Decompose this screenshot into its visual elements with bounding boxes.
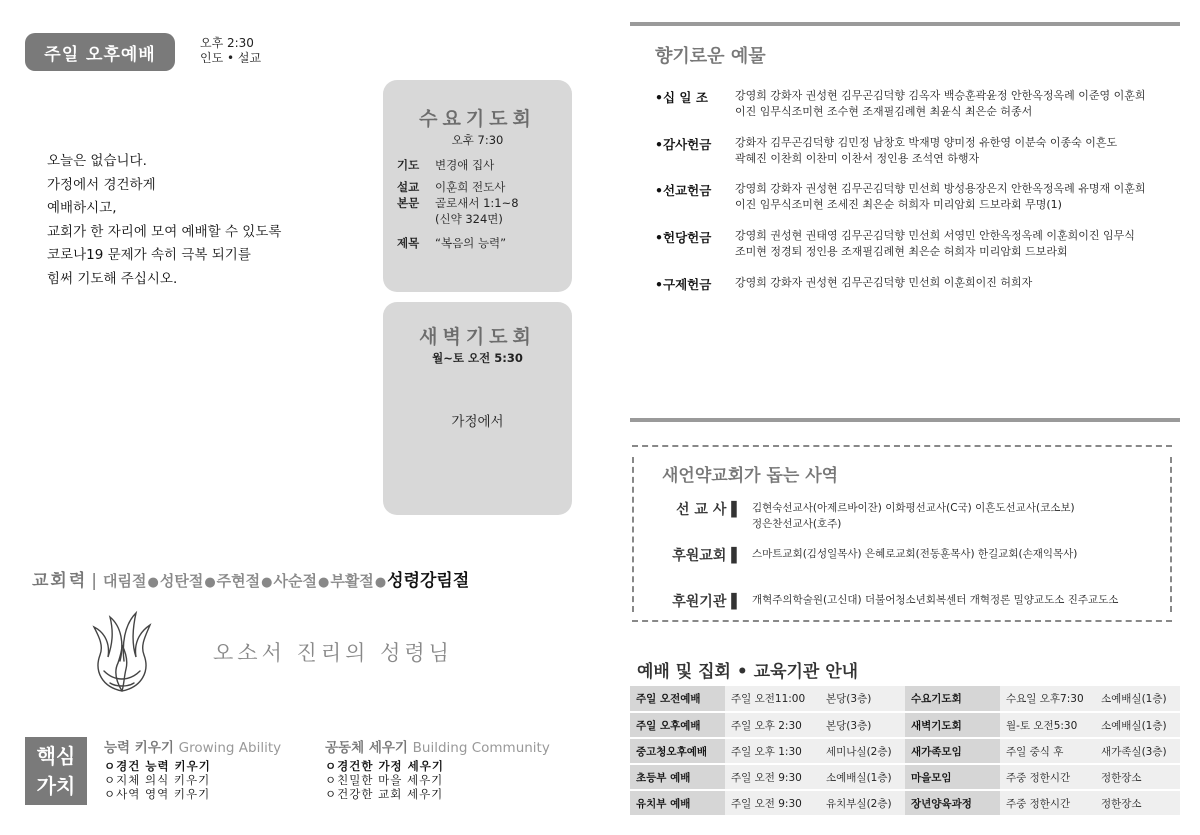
detail-value: 골로새서 1:1~8 [435,196,519,210]
offering-row [655,181,1185,213]
core-values-label-line: 핵심 [36,744,76,768]
core-value-heading-en: Building Community [412,740,550,756]
afternoon-service-badge: 주일 오후예배 [25,33,175,71]
calendar-season: 대림절 [103,572,147,590]
core-value-heading-ko: 공동체 세우기 [325,740,408,756]
offering-names-line: 강영희 강화자 권성현 김무곤김덕향 민선희 방성용장은지 안한옥정옥례 유명재 이훈희 [735,182,1146,195]
afternoon-message [47,150,281,291]
afternoon-service-info [200,36,261,66]
schedule-label: 주일 오전예배 [630,686,725,712]
offering-names-line: 강영희 강화자 권성현 김무곤김덕향 민선희 이훈희이진 허희자 [735,276,1033,289]
section-divider [630,418,1180,422]
schedule-label: 중고청오후예배 [630,738,725,764]
calendar-divider: | [91,571,98,591]
detail-value: 이훈희 전도사 [435,180,506,194]
core-value-heading-en: Growing Ability [178,740,282,756]
core-value-item: ㅇ지체 의식 키우기 [104,773,211,787]
schedule-place: 본당(3층) [820,712,905,738]
schedule-place: 새가족실(3층) [1095,738,1180,764]
schedule-time: 주일 오전 9:30 [725,790,820,816]
core-value-heading-ko: 능력 키우기 [104,740,174,756]
offering-names-line: 강영희 강화자 권성현 김무곤김덕향 김옥자 백승훈곽윤정 안한옥정옥례 이준영 이훈희 [735,89,1146,102]
schedule-label: 장년양육과정 [905,790,1000,816]
mission-entries-line: 스마트교회(김성일목사) 은혜로교회(전동훈목사) 한길교회(손재익목사) [752,548,1078,560]
mission-category: 후원기관 ▌ [672,594,742,610]
calendar-label: 교회력 [32,571,88,591]
mission-entries-line: 정은찬선교사(호주) [752,518,842,530]
core-value-growing-ability [104,741,281,801]
mission-entries [752,545,1172,565]
offering-names [735,135,1185,167]
message-line: 코로나19 문제가 속히 극복 되기를 [47,247,251,263]
calendar-season: 성탄절 [159,572,204,590]
dashed-border [632,457,634,612]
offering-names-line: 강화자 김무곤김덕향 김민정 남창호 박재명 양미정 유한영 이분숙 이종숙 이흔도 [735,136,1118,149]
core-values-label [25,737,87,805]
mission-category-label: 후원교회 [672,548,727,564]
offering-names [735,228,1185,260]
offering-names-line: 조미현 정경퇴 정인용 조재필김례현 최은순 허희자 미리암회 드보라회 [735,245,1068,258]
schedule-label: 주일 오후예배 [630,712,725,738]
core-value-item: ㅇ경건한 가정 세우기 [325,759,444,773]
schedule-label: 초등부 예배 [630,764,725,790]
detail-key: 본문 [397,196,420,210]
detail-key: 설교 [397,180,420,194]
core-value-heading [325,741,550,755]
mission-row [632,545,1172,565]
calendar-season-current: 성령강림절 [387,571,470,591]
afternoon-service-time: 오후 2:30 [200,36,254,50]
offering-row [655,88,1185,120]
detail-row [397,211,519,227]
church-calendar [32,566,469,591]
offering-names-line: 이진 임무식조미현 조수현 조재필김례현 최윤식 최은순 허종서 [735,105,1033,118]
mission-category: 선 교 사 ▌ [676,502,742,518]
schedule-time: 주일 중식 후 [1000,738,1095,764]
detail-key: 제목 [397,236,420,250]
detail-key: 기도 [397,158,420,172]
mission-entries [752,591,1172,611]
offering-row [655,135,1185,167]
mission-category-label: 후원기관 [672,594,727,610]
offering-names-line: 이진 임무식조미현 조세진 최은순 허희자 미리암회 드보라회 무명(1) [735,198,1062,211]
wednesday-prayer-details [397,157,519,251]
schedule-time: 주일 오전11:00 [725,686,820,712]
dashed-border [1170,457,1172,612]
core-value-item: ㅇ친밀한 마을 세우기 [325,773,444,787]
schedule-place: 유치부실(2층) [820,790,905,816]
message-line: 힘써 기도해 주십시오. [47,270,178,287]
offering-type: •십 일 조 [655,90,708,105]
dawn-prayer-card [383,302,572,515]
schedule-place: 정한장소 [1095,764,1180,790]
table-row [630,686,1180,712]
table-row [630,764,1180,790]
core-value-building-community [325,741,550,801]
offering-names [735,275,1185,293]
schedule-time: 주일 오후 2:30 [725,712,820,738]
schedule-place: 본당(3층) [820,686,905,712]
schedule-title: 예배 및 집회 • 교육기관 안내 [637,662,859,682]
schedule-label: 새벽기도회 [905,712,1000,738]
schedule-place: 소예배실(1층) [1095,712,1180,738]
offering-type: •구제헌금 [655,277,712,292]
mission-entries [752,499,1172,532]
core-value-heading [104,741,281,755]
offering-names [735,88,1185,120]
bullet-dot-icon: ● [374,575,387,590]
mission-row [632,591,1172,611]
season-motto: 오소서 진리의 성령님 [213,641,453,665]
message-line: 교회가 한 자리에 모여 예배할 수 있도록 [47,223,282,240]
wednesday-prayer-time: 오후 7:30 [451,133,504,147]
table-row [630,790,1180,816]
schedule-time: 수요일 오후7:30 [1000,686,1095,712]
core-value-item: ㅇ건강한 교회 세우기 [325,787,444,801]
schedule-place: 정한장소 [1095,790,1180,816]
offering-type: •헌당헌금 [655,230,712,245]
schedule-label: 수요기도회 [905,686,1000,712]
schedule-place: 소예배실(1층) [1095,686,1180,712]
dawn-prayer-note: 가정에서 [451,414,504,430]
bullet-dot-icon: ● [147,575,159,590]
core-value-item: ㅇ사역 영역 키우기 [104,787,211,801]
message-line: 가정에서 경건하게 [47,176,156,193]
schedule-time: 주일 오후 1:30 [725,738,820,764]
schedule-time: 주일 오전 9:30 [725,764,820,790]
offerings-title: 향기로운 예물 [655,46,766,67]
offering-names [735,181,1185,213]
afternoon-service-lead: 인도 • 설교 [200,51,262,65]
offering-type: •선교헌금 [655,183,712,198]
schedule-time: 주중 정한시간 [1000,790,1095,816]
detail-key [397,211,435,227]
mission-category-label: 선 교 사 [676,502,727,518]
schedule-label: 새가족모임 [905,738,1000,764]
offering-row [655,228,1185,260]
schedule-time: 주중 정한시간 [1000,764,1095,790]
table-row [630,738,1180,764]
schedule-label: 유치부 예배 [630,790,725,816]
wednesday-prayer-card [383,80,572,292]
calendar-season: 사순절 [273,572,317,590]
detail-row [397,179,519,195]
offering-names-line: 곽혜진 이찬희 이찬미 이찬서 정인용 조석연 하행자 [735,152,980,165]
mission-category: 후원교회 ▌ [672,548,742,564]
detail-row [397,157,519,173]
detail-value: “복음의 능력” [435,236,507,250]
schedule-place: 세미나실(2층) [820,738,905,764]
message-line: 오늘은 없습니다. [47,153,147,169]
bullet-dot-icon: ● [204,575,216,590]
core-values-label-line: 가치 [36,774,76,798]
detail-value: (신약 324면) [435,212,503,226]
bullet-dot-icon: ● [261,575,273,590]
offering-row [655,275,1185,293]
schedule-table [630,686,1180,817]
mission-row [632,499,1172,532]
table-row [630,712,1180,738]
message-line: 예배하시고, [47,200,117,216]
bullet-dot-icon: ● [317,575,330,590]
detail-value: 변경애 집사 [435,158,495,172]
holy-spirit-flame-icon [88,605,156,693]
dawn-prayer-title: 새벽기도회 [419,326,536,348]
mission-entries-line: 개혁주의학술원(고신대) 더불어청소년회복센터 개혁정론 밀양교도소 진주교도소 [752,594,1119,606]
core-value-item: ㅇ경건 능력 키우기 [104,759,211,773]
schedule-label: 마을모임 [905,764,1000,790]
wednesday-prayer-title: 수요기도회 [419,108,536,130]
section-divider [630,22,1180,26]
detail-row [397,235,519,251]
schedule-place: 소예배실(1층) [820,764,905,790]
calendar-season: 주현절 [216,572,261,590]
schedule-time: 월-토 오전5:30 [1000,712,1095,738]
dawn-prayer-time: 월~토 오전 5:30 [432,351,523,365]
missions-box [632,445,1172,622]
detail-row [397,195,519,211]
missions-title: 새언약교회가 돕는 사역 [662,466,839,486]
mission-entries-line: 김현숙선교사(아제르바이잔) 이화평선교사(C국) 이흔도선교사(코소보) [752,502,1075,514]
offering-type: •감사헌금 [655,137,712,152]
offering-names-line: 강영희 권성현 권태영 김무곤김덕향 민선희 서영민 안한옥정옥례 이훈희이진 임무식 [735,229,1135,242]
calendar-season: 부활절 [330,572,374,590]
